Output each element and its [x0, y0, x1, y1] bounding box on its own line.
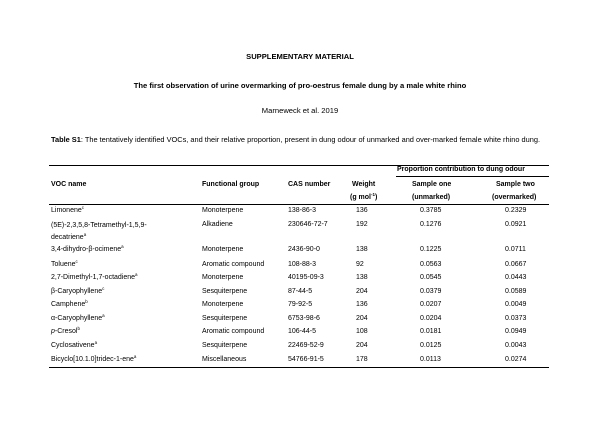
functional-group-cell: Alkadiene	[202, 221, 233, 228]
cas-number-cell: 138-86-3	[288, 207, 317, 214]
sample-one-cell: 0.0545	[420, 274, 442, 281]
voc-name-cell: α-Caryophyllene$^a$	[51, 313, 105, 322]
cas-number-cell: 230646-72-7	[288, 221, 328, 228]
weight-cell: 138	[356, 246, 368, 253]
functional-group-cell: Sesquiterpene	[202, 315, 248, 322]
voc-name-cell: β-Caryophyllene$^c$	[51, 286, 105, 295]
sample-two-cell: 0.0667	[505, 261, 527, 268]
weight-cell: 136	[356, 301, 368, 308]
header-sample-one: Sample one	[412, 181, 452, 188]
weight-cell: 108	[356, 328, 368, 335]
sample-two-cell: 0.0274	[505, 356, 527, 363]
functional-group-cell: Monoterpene	[202, 301, 244, 308]
weight-cell: 138	[356, 274, 368, 281]
authors: Marneweck et al. 2019	[261, 106, 339, 115]
weight-cell: 204	[356, 288, 368, 295]
weight-cell: 178	[356, 356, 368, 363]
voc-name-cell: p-Cresol$^b$	[51, 326, 80, 335]
header-sample-two: Sample two	[496, 181, 535, 188]
sample-one-cell: 0.0563	[420, 261, 442, 268]
group-rule	[396, 176, 549, 177]
voc-name-cell: Camphene$^b$	[51, 299, 88, 308]
functional-group-cell: Sesquiterpene	[202, 342, 248, 349]
header-weight: Weight	[352, 181, 376, 188]
header-sample-one-sub: (unmarked)	[412, 194, 451, 201]
cas-number-cell: 22469-52-9	[288, 342, 324, 349]
functional-group-cell: Aromatic compound	[202, 328, 265, 335]
sample-one-cell: 0.0125	[420, 342, 442, 349]
sample-two-cell: 0.0921	[505, 221, 527, 228]
functional-group-cell: Sesquiterpene	[202, 288, 248, 295]
sample-two-cell: 0.0589	[505, 288, 527, 295]
cas-number-cell: 108-88-3	[288, 261, 317, 268]
supplementary-title: SUPPLEMENTARY MATERIAL	[246, 52, 354, 61]
header-weight-unit: (g mol$^{-1}$)	[350, 192, 378, 201]
sample-one-cell: 0.0113	[420, 356, 441, 363]
sample-two-cell: 0.0049	[505, 301, 527, 308]
sample-two-cell: 0.0443	[505, 274, 527, 281]
sample-one-cell: 0.0207	[420, 301, 442, 308]
voc-name-cell: Bicyclo[10.1.0]tridec-1-ene$^a$	[51, 354, 137, 363]
voc-name-cell: Toluene$^c$	[51, 259, 78, 268]
functional-group-cell: Monoterpene	[202, 207, 244, 214]
header-bottom-rule	[49, 204, 549, 205]
table-bottom-rule	[49, 367, 549, 368]
cas-number-cell: 79-92-5	[288, 301, 313, 308]
cas-number-cell: 2436-90-0	[288, 246, 320, 253]
cas-number-cell: 54766-91-5	[288, 356, 324, 363]
sample-two-cell: 0.0043	[505, 342, 527, 349]
functional-group-cell: Monoterpene	[202, 274, 244, 281]
weight-cell: 204	[356, 315, 368, 322]
sample-one-cell: 0.3785	[420, 207, 442, 214]
sample-two-cell: 0.2329	[505, 207, 527, 214]
paper-title: The first observation of urine overmarking of pro-oestrus female dung by a male white rhino	[133, 81, 467, 90]
cas-number-cell: 40195-09-3	[288, 274, 324, 281]
functional-group-cell: Monoterpene	[202, 246, 244, 253]
cas-number-cell: 106-44-5	[288, 328, 317, 335]
table-caption	[51, 133, 551, 148]
voc-name-cell: 2,7-Dimethyl-1,7-octadiene$^a$	[51, 272, 138, 281]
header-voc-name: VOC name	[51, 181, 87, 188]
caption-label: Table S1	[51, 135, 81, 144]
voc-name-cell: 3,4-dihydro-β-ocimene$^a$	[51, 244, 124, 253]
sample-one-cell: 0.0181	[420, 328, 442, 335]
functional-group-cell: Aromatic compound	[202, 261, 265, 268]
functional-group-cell: Miscellaneous	[202, 356, 247, 363]
sample-one-cell: 0.1276	[420, 221, 442, 228]
sample-one-cell: 0.0379	[420, 288, 442, 295]
cas-number-cell: 6753-98-6	[288, 315, 320, 322]
sample-two-cell: 0.0949	[505, 328, 527, 335]
sample-one-cell: 0.0204	[420, 315, 442, 322]
sample-two-cell: 0.0711	[505, 246, 526, 253]
weight-cell: 192	[356, 221, 368, 228]
weight-cell: 92	[356, 261, 364, 268]
weight-cell: 136	[356, 207, 368, 214]
weight-cell: 204	[356, 342, 368, 349]
caption-text: : The tentatively identified VOCs, and their relative proportion, present in dung odour of unmarked and over-marked female white rhino dung.	[80, 135, 541, 144]
header-cas-number: CAS number	[288, 181, 331, 188]
header-proportion-group: Proportion contribution to dung odour	[397, 166, 525, 173]
voc-name-cell: Cyclosativene$^a$	[51, 340, 98, 349]
header-functional-group: Functional group	[202, 181, 260, 188]
sample-two-cell: 0.0373	[505, 315, 527, 322]
cas-number-cell: 87-44-5	[288, 288, 313, 295]
sample-one-cell: 0.1225	[420, 246, 442, 253]
voc-name-cell: Limonene$^c$	[51, 205, 84, 214]
header-sample-two-sub: (overmarked)	[492, 194, 537, 201]
voc-name-cell: (5E)-2,3,5,8-Tetramethyl-1,5,9- decatriene$^a$	[51, 222, 147, 241]
